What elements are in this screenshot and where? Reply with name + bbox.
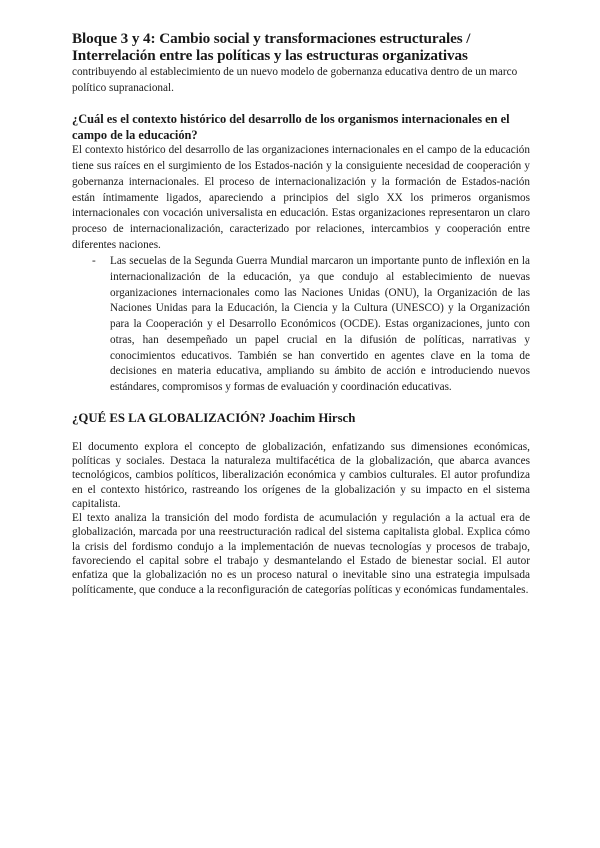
section-paragraph-globalization-2: El texto analiza la transición del modo fordista de acumulación y regulación a la actual era de globalización, marcada por una reestructuración radical del sistema capitalista global. Explica cómo la crisis del fordismo condujo a la implementación de nuevas tecnologías y procesos de trabajo, favoreciendo el capital sobre el trabajo y desmantelando el Estado de bienestar social. El autor enfatiza que la globalización no es un proceso natural o inevitable sino una estrategia impulsada políticamente, que conduce a la reconfiguración de categorías políticas y económicas fundamentales.	[72, 512, 530, 596]
section-heading-context: ¿Cuál es el contexto histórico del desarrollo de los organismos internacionales en el campo de la educación?	[72, 112, 510, 143]
section-heading-globalization: ¿QUÉ ES LA GLOBALIZACIÓN? Joachim Hirsch	[72, 410, 356, 425]
section-paragraph-globalization-1: El documento explora el concepto de globalización, enfatizando sus dimensiones económicas, políticas y sociales. Destaca la naturaleza multifacética de la globalización, que abarca avances tecnológicos, cambios políticos, liberalización económica y cambios culturales. El autor profundiza en el contexto histórico, rastreando los orígenes de la globalización y su impacto en el sistema capitalista.	[72, 440, 530, 510]
title-line-2: Interrelación entre las políticas y las estructuras organizativas	[72, 47, 468, 64]
section-paragraph-context: El contexto histórico del desarrollo de las organizaciones internacionales en el campo de la educación tiene sus raíces en el surgimiento de los Estados-nación y la consiguiente necesidad de cooperación y gobernanza internacionales. El proceso de internacionalización y la formación de Estados-nación están íntimamente ligados, apareciendo a principios del siglo XX los primeros organismos internacionales con vocación universalista en educación. Estas organizaciones representaron un claro proceso de internacionalización, caracterizado por relaciones, intercambios y cooperación entre diferentes naciones.	[72, 144, 530, 251]
title-line-1: Bloque 3 y 4: Cambio social y transformaciones estructurales /	[72, 30, 471, 47]
document-page	[72, 30, 530, 597]
bullet-marker: -	[92, 255, 96, 268]
intro-paragraph: contribuyendo al establecimiento de un nuevo modelo de gobernanza educativa dentro de un marco político supranacional.	[72, 66, 518, 94]
bullet-item	[72, 254, 530, 395]
bullet-text: Las secuelas de la Segunda Guerra Mundial marcaron un importante punto de inflexión en la internacionalización de la educación, ya que condujo al establecimiento de nuevas organizaciones internacionales como las Naciones Unidas (ONU), la Organización de las Naciones Unidas para la Educación, la Ciencia y la Cultura (UNESCO) y la Organización para la Cooperación y el Desarrollo Económicos (OCDE). Estas organizaciones, junto con otras, han desempeñado un papel crucial en la difusión de políticas, narrativas y conocimientos educativos. También se han convertido en agentes clave en la toma de decisiones en materia educativa, ampliando su ámbito de acción e introduciendo nuevos estándares, compromisos y formas de evaluación y coordinación educativas.	[110, 255, 530, 393]
document-title	[72, 30, 530, 64]
